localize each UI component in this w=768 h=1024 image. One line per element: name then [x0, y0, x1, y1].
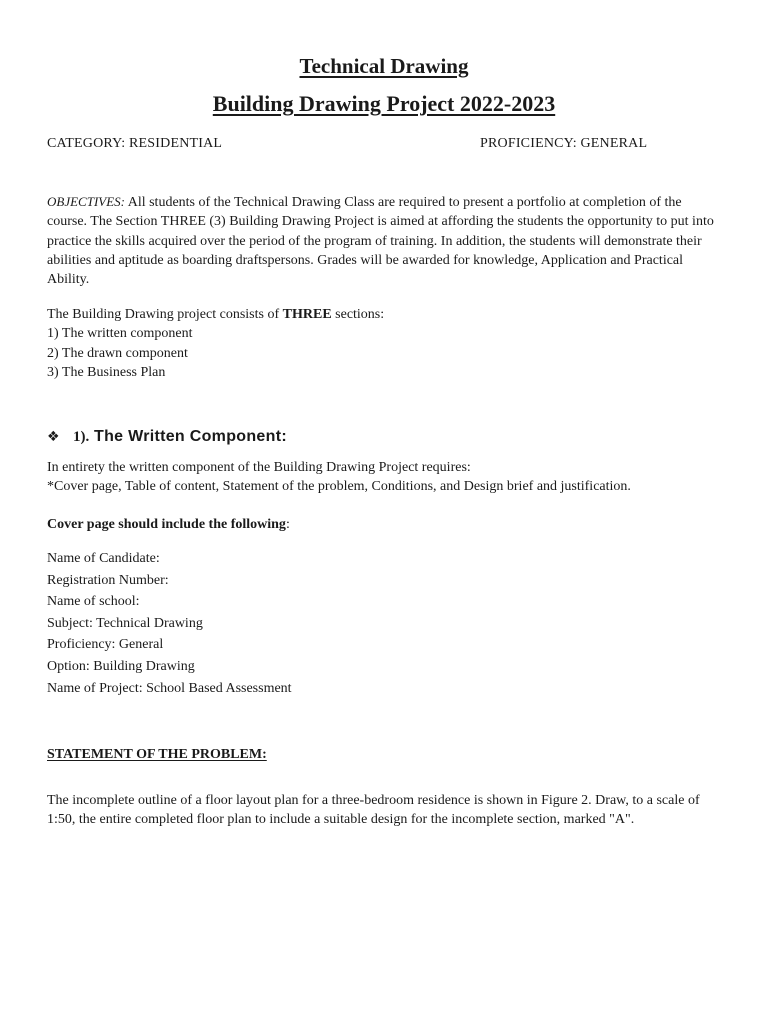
statement-paragraph — [47, 791, 723, 830]
cover-page-heading-colon: : — [285, 517, 290, 532]
cover-field: Option: Building Drawing — [47, 658, 195, 674]
cover-field: Name of Project: School Based Assessment — [47, 680, 292, 696]
document-subtitle: Building Drawing Project 2022-2023 — [212, 91, 556, 116]
sections-intro-emphasis: THREE — [282, 307, 332, 322]
cover-field: Name of Candidate: — [47, 551, 160, 566]
written-intro-line: In entirety the written component of the Building Drawing Project requires: — [47, 460, 471, 475]
sections-intro-suffix: sections: — [331, 307, 385, 322]
objectives-text: All students of the Technical Drawing Class are required to present a portfolio at completion of the course. The Section THREE (3) Building Drawing Project is aimed at affording the students the opportunity to put into practice the skills acquired over the period of the program of training. In addition, the students will demonstrate their abilities and aptitude as boarding draftspersons. Grades will be awarded for knowledge, Application and Practical Ability. — [47, 195, 714, 288]
statement-text: The incomplete outline of a floor layout plan for a three-bedroom residence is shown in Figure 2. Draw, to a scale of 1:50, the entire completed floor plan to include a suitable design for the incomplete section, marked "A". — [47, 793, 700, 828]
statement-heading-text: STATEMENT OF THE PROBLEM: — [47, 747, 267, 762]
cover-field: Name of school: — [47, 594, 140, 610]
sections-intro — [47, 305, 723, 382]
proficiency-label: PROFICIENCY: GENERAL — [480, 136, 648, 151]
cover-field: Registration Number: — [47, 572, 169, 588]
objectives-paragraph — [47, 192, 723, 289]
list-item: 1) The written component — [47, 326, 193, 342]
written-component-heading — [47, 428, 287, 446]
objectives-label: OBJECTIVES: — [47, 194, 125, 209]
list-item: 3) The Business Plan — [47, 364, 166, 380]
category-label: CATEGORY: RESIDENTIAL — [47, 136, 223, 151]
cover-field: Proficiency: General — [47, 637, 164, 653]
written-requirements-line: *Cover page, Table of content, Statement of the problem, Conditions, and Design brief and justification. — [47, 479, 631, 495]
cover-page-heading — [47, 515, 723, 534]
cover-page-heading-text: Cover page should include the following — [47, 517, 286, 532]
written-component-intro — [47, 458, 723, 497]
sections-intro-prefix: The Building Drawing project consists of — [47, 307, 283, 322]
cover-page-fields — [47, 548, 723, 699]
section-heading-text: The Written Component: — [89, 428, 287, 445]
list-item: 2) The drawn component — [47, 345, 188, 361]
cover-field: Subject: Technical Drawing — [47, 615, 203, 631]
section-number: 1). — [73, 429, 90, 445]
statement-heading — [47, 745, 723, 764]
document-title: Technical Drawing — [299, 54, 469, 78]
diamond-bullet-icon: ❖ — [47, 429, 60, 445]
